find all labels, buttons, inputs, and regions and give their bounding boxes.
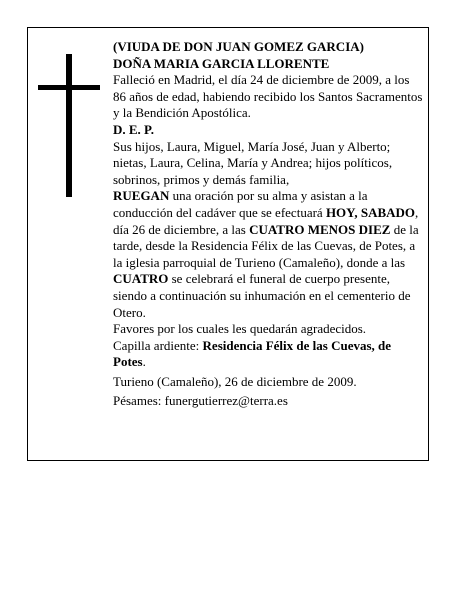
ruegan-text: RUEGAN bbox=[113, 188, 170, 204]
family-paragraph: Sus hijos, Laura, Miguel, María José, Juan y Alberto; nietas, Laura, Celina, María y Andrea; hijos políticos, sobrinos, primos y demás familia, bbox=[113, 138, 393, 187]
condolences-line: Pésames: funergutierrez@terra.es bbox=[113, 393, 288, 409]
place-date-line: Turieno (Camaleño), 26 de diciembre de 2009. bbox=[113, 373, 357, 389]
obituary-text bbox=[113, 39, 423, 410]
time-text: CUATRO MENOS DIEZ bbox=[249, 221, 391, 237]
cuatro-text: CUATRO bbox=[113, 271, 169, 287]
widow-of-line: (VIUDA DE DON JUAN GOMEZ GARCIA) bbox=[113, 39, 364, 54]
cross-vertical-bar bbox=[66, 54, 72, 197]
death-info: Falleció en Madrid, el día 24 de diciembre de 2009, a los 86 años de edad, habiendo recibido los Santos Sacramentos y la Bendición Apostólica. bbox=[113, 72, 423, 121]
dep-line: D. E. P. bbox=[113, 121, 155, 137]
chapel-line: Capilla ardiente: Residencia Félix de las Cuevas, de Potes. bbox=[113, 337, 392, 370]
deceased-name: DOÑA MARIA GARCIA LLORENTE bbox=[113, 55, 330, 71]
cross-icon bbox=[38, 54, 100, 197]
thanks-line: Favores por los cuales les quedarán agradecidos. bbox=[113, 321, 367, 337]
cross-horizontal-bar bbox=[38, 85, 100, 90]
hoy-sabado-text: HOY, SABADO bbox=[325, 204, 416, 220]
funeral-paragraph: RUEGAN una oración por su alma y asistan a la conducción del cadáver que se efectuará HOY, SABADO, día 26 de diciembre, a las CUATRO MENOS DIEZ de la tarde, desde la Residencia Félix de las Cuevas, de Potes, a la iglesia parroquial de Turieno (Camaleño), donde a las CUATRO se celebrará el funeral de cuerpo presente, siendo a continuación su inhumación en el cementerio de Otero. bbox=[113, 188, 419, 320]
chapel-place: Residencia Félix de las Cuevas, de Potes bbox=[113, 337, 392, 370]
